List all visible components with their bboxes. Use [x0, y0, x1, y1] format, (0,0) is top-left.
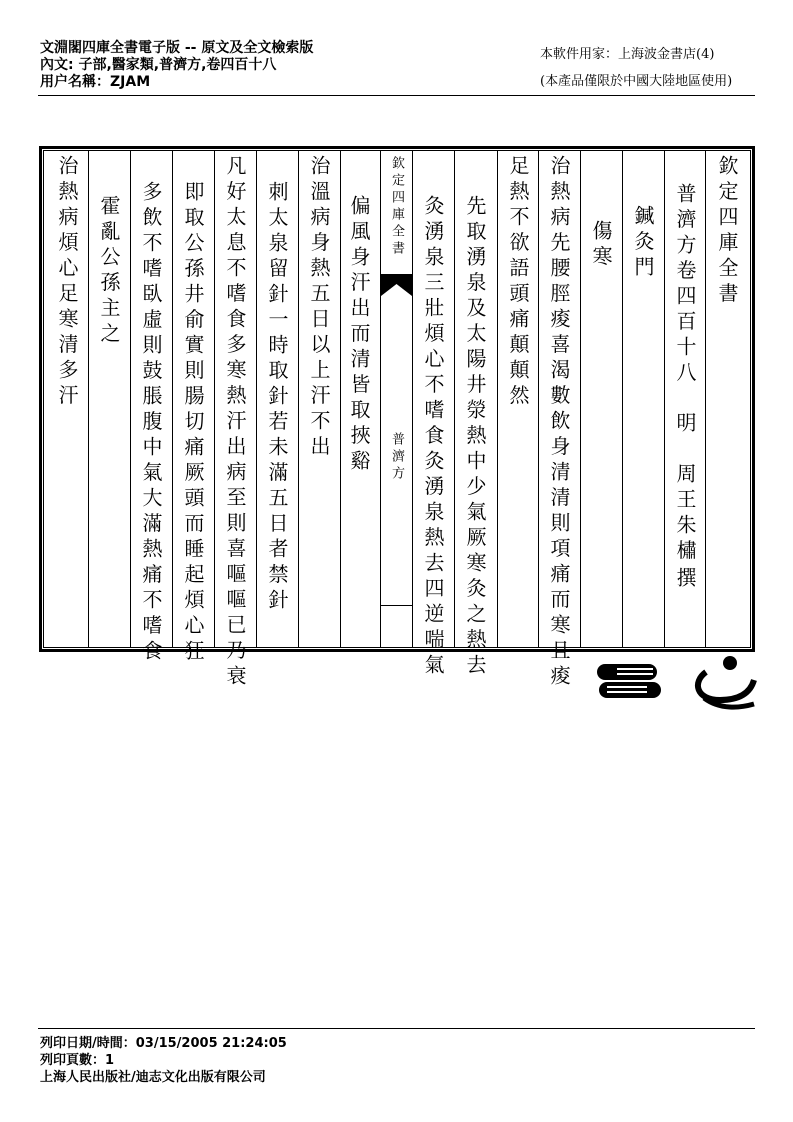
- print-date: 03/15/2005 21:24:05: [135, 1036, 287, 1051]
- text-column: 先取湧泉及太陽井滎熱中少氣厥寒灸之熱去: [463, 195, 487, 680]
- user-line: [40, 74, 150, 91]
- column-line: [580, 150, 581, 648]
- column-line: [172, 150, 173, 648]
- text-column: 治熱病煩心足寒清多汗: [55, 155, 79, 410]
- licensee: 本軟件用家：上海波金書店(4): [540, 47, 715, 62]
- volume-title: 普濟方卷四百十八: [673, 183, 697, 387]
- column-line: [256, 150, 257, 648]
- header-divider: [38, 95, 755, 96]
- column-line: [497, 150, 498, 648]
- text-column: 多飲不嗜臥虛則鼓脹腹中氣大滿熱痛不嗜食: [139, 181, 163, 666]
- user-name: ZJAM: [110, 74, 151, 90]
- text-column: 灸湧泉三壯煩心不嗜食灸湧泉熱去四逆喘氣: [421, 195, 445, 680]
- text-column: 即取公孫井俞實則腸切痛厥頭而睡起煩心狂: [181, 181, 205, 666]
- restriction-note: (本產品僅限於中國大陸地區使用): [540, 74, 733, 89]
- content-path: 內文: 子部,醫家類,普濟方,卷四百十八: [40, 57, 277, 73]
- column-line: [380, 150, 381, 648]
- column-line: [214, 150, 215, 648]
- column-line: [298, 150, 299, 648]
- print-date-label: 列印日期/時間：: [40, 1036, 136, 1051]
- column-line: [622, 150, 623, 648]
- column-line: [412, 150, 413, 648]
- app-title: 文淵閣四庫全書電子版 -- 原文及全文檢索版: [40, 40, 314, 56]
- publisher-logo-icon: [690, 652, 760, 712]
- text-column: 治溫病身熱五日以上汗不出: [307, 155, 331, 461]
- text-column: 霍亂公孫主之: [97, 195, 121, 348]
- center-strip-book: 普濟方: [389, 432, 404, 483]
- subsection-title: 傷寒: [589, 220, 613, 271]
- publisher: 上海人民出版社/迪志文化出版有限公司: [40, 1070, 266, 1085]
- section-title: 鍼灸門: [631, 205, 655, 282]
- book-title: 欽定四庫全書: [715, 155, 739, 308]
- text-column: 偏風身汗出而清皆取挾谿: [347, 195, 371, 476]
- column-line: [88, 150, 89, 648]
- compiled-by: 撰: [673, 567, 697, 593]
- text-column: 治熱病先腰脛痠喜渴數飲身清清則項痛而寒且痠: [547, 155, 571, 691]
- column-line: [340, 150, 341, 648]
- column-line: [705, 150, 706, 648]
- print-pages-label: 列印頁數：: [40, 1053, 106, 1068]
- author: 周王朱橚: [673, 463, 697, 565]
- center-strip-title: 欽定四庫全書: [389, 156, 404, 258]
- text-column: 足熱不欲語頭痛顛顛然: [506, 155, 530, 410]
- books-logo-icon: [595, 662, 665, 702]
- column-line: [664, 150, 665, 648]
- column-line: [538, 150, 539, 648]
- print-pages: 1: [105, 1053, 115, 1068]
- column-line: [454, 150, 455, 648]
- column-line: [130, 150, 131, 648]
- fishtail-mark-icon: [381, 274, 412, 296]
- text-column: 刺太泉留針一時取針若未滿五日者禁針: [265, 181, 289, 615]
- text-column: 凡好太息不嗜食多寒熱汗出病至則喜嘔嘔已乃衰: [223, 155, 247, 691]
- center-strip-divider: [380, 605, 412, 606]
- dynasty: 明: [673, 412, 697, 438]
- footer-divider: [38, 1028, 755, 1029]
- user-label: 用户名稱：: [40, 74, 110, 90]
